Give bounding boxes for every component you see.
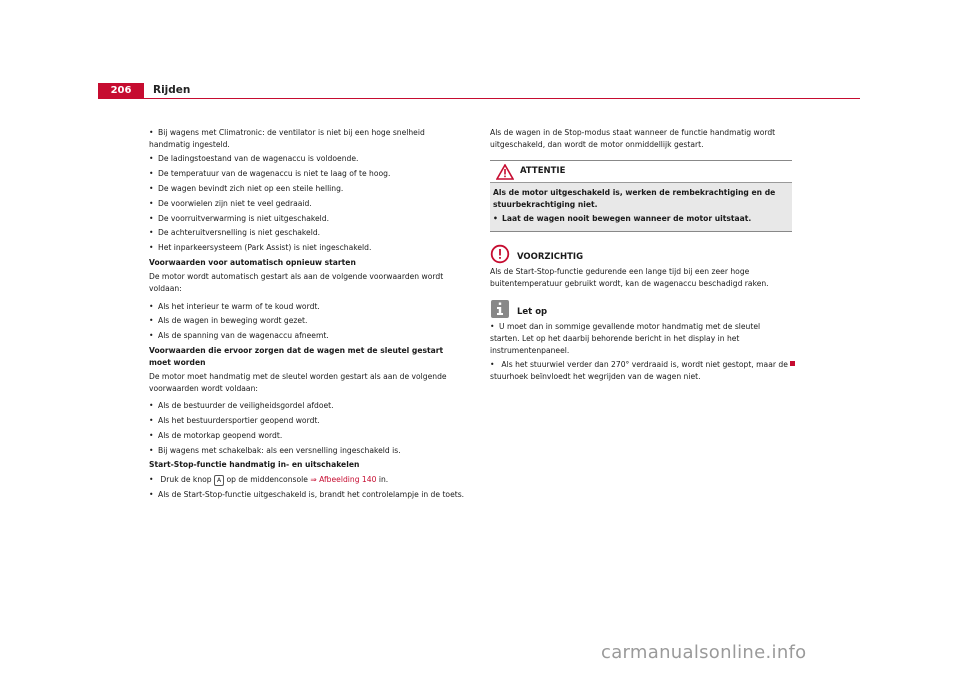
end-of-section-mark	[790, 361, 795, 366]
caution-header	[490, 244, 792, 266]
note-text-2: Als het stuurwiel verder dan 270° verdraaid is, wordt niet gestopt, maar de stuurhoek beïnvloedt het wegrijden van de wagen niet.	[490, 360, 788, 381]
list-item: • Als de spanning van de wagenaccu afneemt.	[149, 330, 465, 342]
attention-title: ATTENTIE	[520, 166, 566, 177]
list-item: • Als de Start-Stop-functie uitgeschakeld is, brandt het controlelampje in de toets.	[149, 489, 465, 501]
list-item: • De achteruitversnelling is niet geschakeld.	[149, 227, 465, 239]
exclamation-circle-icon	[490, 244, 510, 264]
list-item	[490, 359, 792, 382]
list-item: • De voorruitverwarming is niet uitgeschakeld.	[149, 213, 465, 225]
figure-link[interactable]: ⇒ Afbeelding 140	[310, 475, 377, 485]
note-header	[490, 299, 792, 321]
toggle-text-post: in.	[378, 475, 389, 485]
list-item: • Als de motorkap geopend wordt.	[149, 430, 465, 442]
list-item: • Als het bestuurdersportier geopend wordt.	[149, 415, 465, 427]
right-column	[490, 127, 792, 386]
list-item	[149, 474, 465, 486]
section-title: Rijden	[153, 84, 191, 96]
list-item: • De wagen bevindt zich niet op een steile helling.	[149, 183, 465, 195]
caution-text: Als de Start-Stop-functie gedurende een lange tijd bij een zeer hoge buitentemperatuur gebruikt wordt, kan de wagenaccu beschadigd raken.	[490, 267, 769, 288]
list-item: • De temperatuur van de wagenaccu is niet te laag of te hoog.	[149, 168, 465, 180]
caution-title: VOORZICHTIG	[517, 252, 584, 263]
paragraph-key-start: De motor moet handmatig met de sleutel worden gestart als aan de volgende voorwaarden wordt voldaan:	[149, 372, 447, 393]
header-rule	[98, 98, 860, 99]
footer-watermark: carmanualsonline.info	[601, 642, 807, 663]
toggle-text-pre: Druk de knop	[160, 475, 212, 485]
intro-paragraph: Als de wagen in de Stop-modus staat wanneer de functie handmatig wordt uitgeschakeld, dan wordt de motor onmiddellijk gestart.	[490, 128, 776, 149]
toggle-text-mid: op de middenconsole	[226, 475, 308, 485]
info-icon	[490, 299, 510, 319]
page-number: 206	[98, 83, 144, 98]
list-item: • U moet dan in sommige gevallende motor handmatig met de sleutel starten. Let op het daarbij behorende bericht in het display in het instrumentenpaneel.	[490, 321, 792, 356]
list-item: • Als het interieur te warm of te koud wordt.	[149, 301, 465, 313]
heading-toggle: Start-Stop-functie handmatig in- en uitschakelen	[149, 460, 360, 470]
list-item: • Bij wagens met schakelbak: als een versnelling ingeschakeld is.	[149, 445, 465, 457]
heading-restart: Voorwaarden voor automatisch opnieuw starten	[149, 257, 356, 267]
list-item: • Als de bestuurder de veiligheidsgordel afdoet.	[149, 400, 465, 412]
start-stop-key-icon: A	[214, 475, 224, 486]
attention-header	[490, 161, 792, 183]
list-item: • Laat de wagen nooit bewegen wanneer de motor uitstaat.	[493, 213, 789, 225]
left-column	[149, 127, 465, 504]
list-item: • Bij wagens met Climatronic: de ventilator is niet bij een hoge snelheid handmatig ingesteld.	[149, 127, 465, 150]
attention-body	[490, 183, 792, 231]
paragraph-restart: De motor wordt automatisch gestart als aan de volgende voorwaarden wordt voldaan:	[149, 272, 444, 294]
list-item: • De voorwielen zijn niet te veel gedraaid.	[149, 198, 465, 210]
attention-text: Als de motor uitgeschakeld is, werken de rembekrachtiging en de stuurbekrachtiging niet.	[493, 188, 776, 209]
attention-box	[490, 160, 792, 232]
list-item: • Als de wagen in beweging wordt gezet.	[149, 315, 465, 327]
list-item: • De ladingstoestand van de wagenaccu is voldoende.	[149, 153, 465, 165]
warning-triangle-icon	[496, 164, 514, 180]
note-title: Let op	[517, 307, 548, 318]
heading-key-start: Voorwaarden die ervoor zorgen dat de wagen met de sleutel gestart moet worden	[149, 345, 444, 367]
list-item: • Het inparkeersysteem (Park Assist) is niet ingeschakeld.	[149, 242, 465, 254]
